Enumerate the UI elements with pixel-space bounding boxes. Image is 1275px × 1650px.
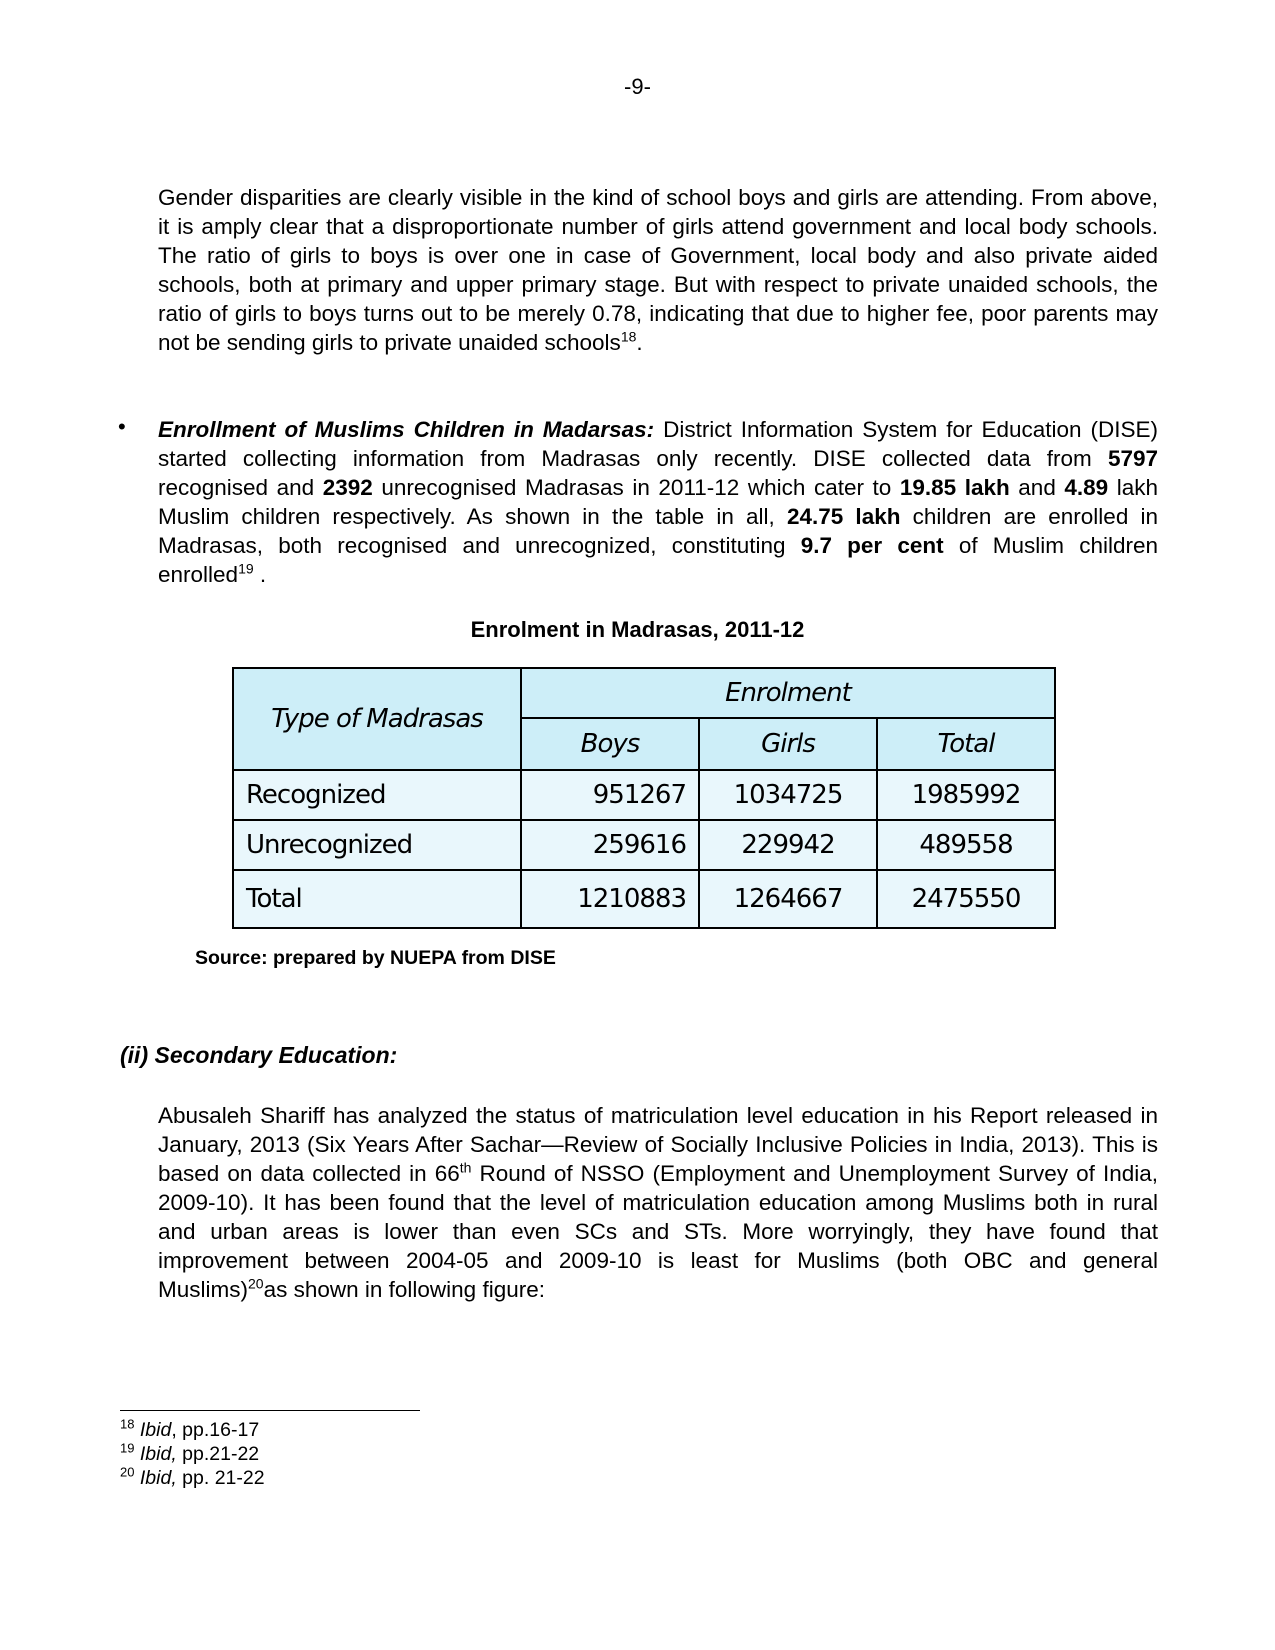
footnote-ref-20[interactable]: 20 <box>248 1275 264 1292</box>
row-type: Recognized <box>233 770 521 820</box>
cell-boys: 259616 <box>521 820 699 870</box>
paragraph-madrasa-enrollment: Enrollment of Muslims Children in Madarsas: District Information System for Education (DISE) started collecting information from Madrasas only recently. DISE collected data from 5797 recognised and 2392 unrecognised Madrasas in 2011-12 which cater to 19.85 lakh and 4.89 lakh Muslim children respectively. As shown in the table in all, 24.75 lakh children are enrolled in Madrasas, both recognised and unrecognized, constituting 9.7 per cent of Muslim children enrolled$^{19}$ . <box>158 417 1159 587</box>
paragraph-gender-disparities: Gender disparities are clearly visible in the kind of school boys and girls are attending. From above, it is amply clear that a disproportionate number of girls attend government and local body schools. The ratio of girls to boys is over one in case of Government, local body and also private aided schools, both at primary and upper primary stage. But with respect to private unaided schools, the ratio of girls to boys turns out to be merely 0.78, indicating that due to higher fee, poor parents may not be sending girls to private unaided schools$^{18}$. <box>158 185 1158 355</box>
page-number: -9- <box>624 74 651 99</box>
footnote-ref-19[interactable]: 19 <box>238 560 254 577</box>
header-enrolment: Enrolment <box>521 668 1055 718</box>
row-type: Total <box>233 870 521 928</box>
table-row <box>233 820 1055 870</box>
footnote-divider <box>120 1410 420 1411</box>
cell-total: 2475550 <box>877 870 1055 928</box>
table-title: Enrolment in Madrasas, 2011-12 <box>470 617 805 642</box>
footnotes <box>120 1418 265 1490</box>
bullet-heading: Enrollment of Muslims Children in Madarsas: <box>158 417 655 442</box>
footnote-ref-18[interactable]: 18 <box>620 328 637 345</box>
table-row <box>233 870 1055 928</box>
footnote-item: $^{19}$ Ibid, pp.21-22 <box>120 1440 260 1465</box>
cell-girls: 1264667 <box>699 870 877 928</box>
paragraph-text: Gender disparities are clearly visible in the kind of school boys and girls are attending. From above, it is amply clear that a disproportionate number of girls attend government and local body schools. The ratio of girls to boys is over one in case of Government, local body and also private aided schools, both at primary and upper primary stage. But with respect to private unaided schools, the ratio of girls to boys turns out to be merely 0.78, indicating that due to higher fee, poor parents may not be sending girls to private unaided schools <box>158 185 1158 355</box>
footnote-item: $^{18}$ Ibid, pp.16-17 <box>120 1416 260 1441</box>
paragraph-secondary-education: Abusaleh Shariff has analyzed the status of matriculation level education in his Report released in January, 2013 (Six Years After Sachar—Review of Socially Inclusive Policies in India, 2013). This is based on data collected in 66th Round of NSSO (Employment and Unemployment Survey of India, 2009-10). It has been found that the level of matriculation education among Muslims both in rural and urban areas is lower than even SCs and STs. More worryingly, they have found that improvement between 2004-05 and 2009-10 is least for Muslims (both OBC and general Muslims)$^{20}$as shown in following figure: <box>158 1103 1158 1302</box>
footnote-item: $^{20}$ Ibid, pp. 21-22 <box>120 1464 265 1489</box>
header-boys: Boys <box>521 718 699 770</box>
cell-girls: 1034725 <box>699 770 877 820</box>
enrolment-table <box>232 667 1056 929</box>
cell-boys: 951267 <box>521 770 699 820</box>
cell-total: 1985992 <box>877 770 1055 820</box>
header-type-of-madrasas: Type of Madrasas <box>233 668 521 770</box>
table-row <box>233 770 1055 820</box>
header-total: Total <box>877 718 1055 770</box>
table-source: Source: prepared by NUEPA from DISE <box>195 947 556 969</box>
section-heading: (ii) Secondary Education: <box>120 1042 398 1068</box>
cell-total: 489558 <box>877 820 1055 870</box>
header-girls: Girls <box>699 718 877 770</box>
cell-boys: 1210883 <box>521 870 699 928</box>
cell-girls: 229942 <box>699 820 877 870</box>
bullet-icon: • <box>118 414 126 439</box>
row-type: Unrecognized <box>233 820 521 870</box>
